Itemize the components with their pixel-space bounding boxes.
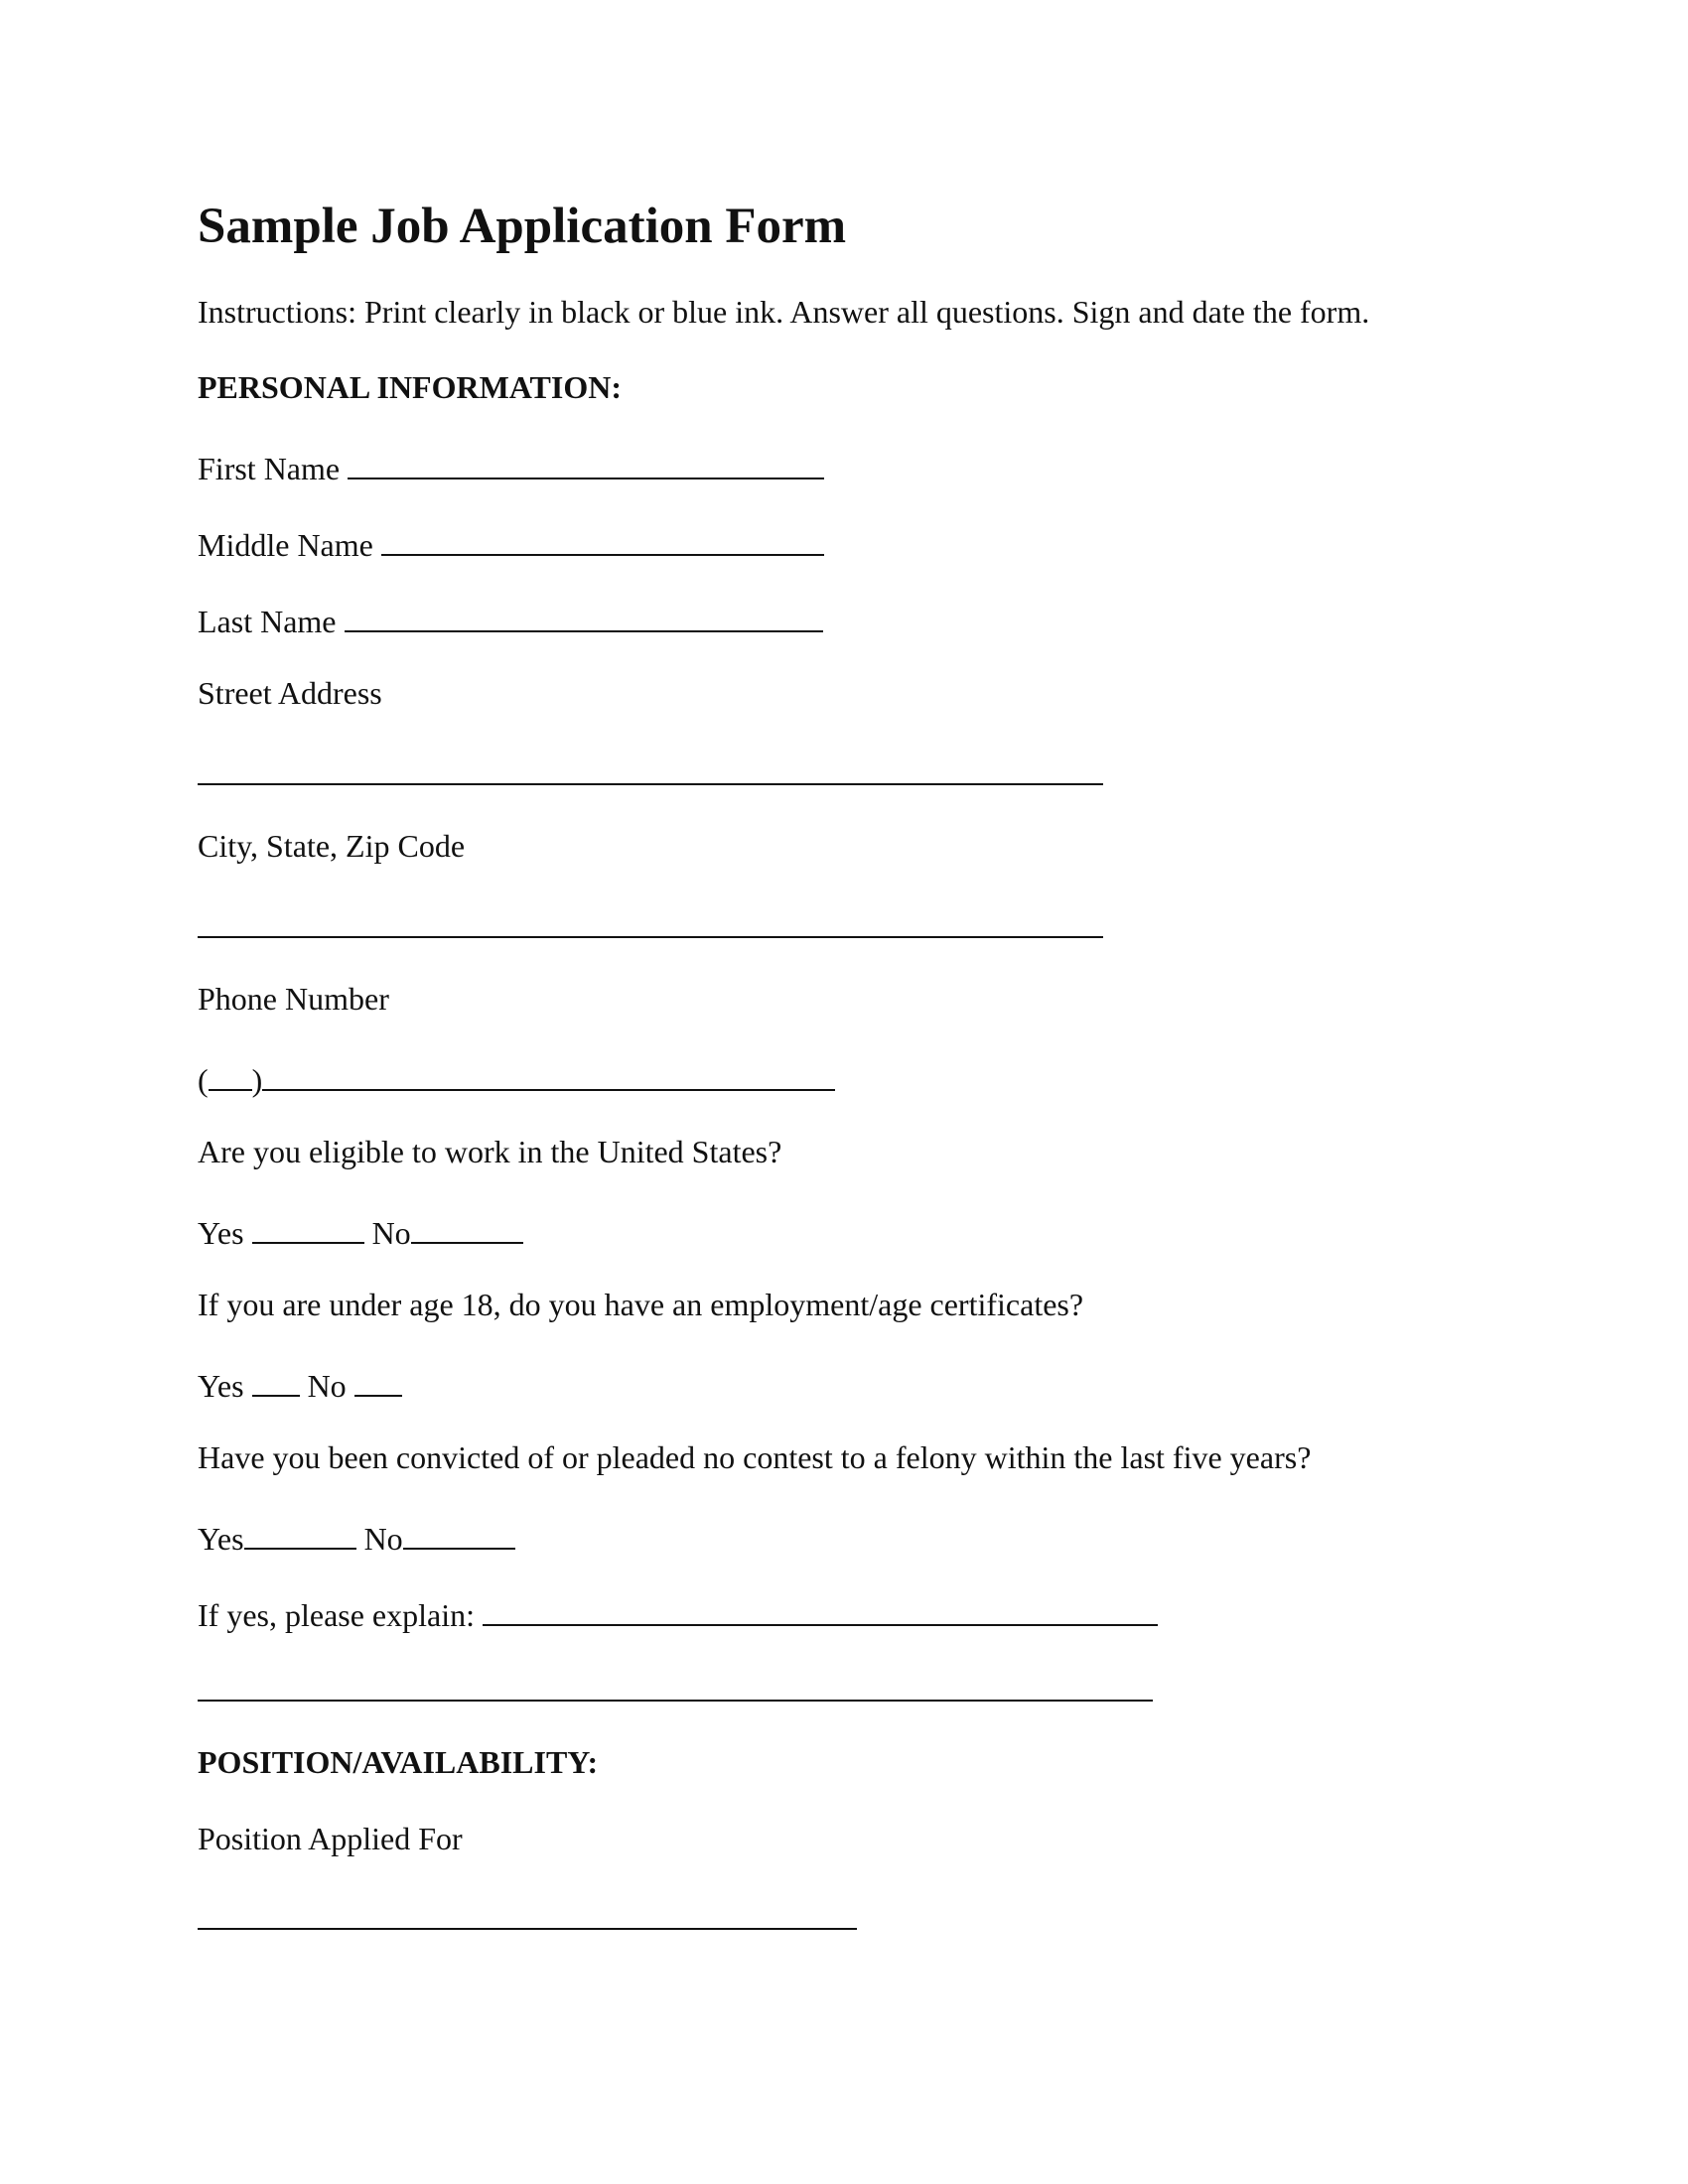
first-name-field[interactable] bbox=[348, 448, 824, 479]
under-18-yes-field[interactable] bbox=[252, 1365, 300, 1397]
position-applied-field[interactable] bbox=[198, 1928, 857, 1930]
eligible-answer-row bbox=[198, 1212, 523, 1249]
eligible-yes-field[interactable] bbox=[252, 1212, 364, 1244]
under-18-question: If you are under age 18, do you have an employment/age certificates? bbox=[198, 1287, 1084, 1322]
middle-name-field[interactable] bbox=[381, 524, 824, 556]
middle-name-label: Middle Name bbox=[198, 527, 373, 563]
city-state-zip-label: City, State, Zip Code bbox=[198, 828, 466, 864]
street-address-label: Street Address bbox=[198, 675, 382, 711]
phone-area-code-field[interactable] bbox=[209, 1059, 252, 1091]
position-applied-label: Position Applied For bbox=[198, 1821, 463, 1856]
page-title: Sample Job Application Form bbox=[198, 199, 847, 254]
under-18-no-field[interactable] bbox=[354, 1365, 402, 1397]
eligible-question: Are you eligible to work in the United States? bbox=[198, 1134, 782, 1169]
street-address-field[interactable] bbox=[198, 783, 1103, 785]
felony-yes-label: Yes bbox=[198, 1521, 244, 1557]
position-availability-heading: POSITION/AVAILABILITY: bbox=[198, 1744, 599, 1780]
personal-information-heading: PERSONAL INFORMATION: bbox=[198, 369, 622, 405]
last-name-field[interactable] bbox=[345, 601, 823, 632]
city-state-zip-field[interactable] bbox=[198, 936, 1103, 938]
eligible-yes-label: Yes bbox=[198, 1215, 244, 1251]
felony-yes-field[interactable] bbox=[244, 1518, 356, 1550]
felony-question: Have you been convicted of or pleaded no contest to a felony within the last five years? bbox=[198, 1439, 1312, 1475]
middle-name-row bbox=[198, 524, 824, 561]
phone-paren-close: ) bbox=[251, 1062, 263, 1098]
under-18-no-label: No bbox=[307, 1368, 347, 1404]
explain-field[interactable] bbox=[483, 1594, 1158, 1626]
instructions-text: Instructions: Print clearly in black or blue ink. Answer all questions. Sign and date the form. bbox=[198, 294, 1370, 330]
first-name-label: First Name bbox=[198, 451, 341, 486]
last-name-label: Last Name bbox=[198, 604, 337, 639]
felony-answer-row bbox=[198, 1518, 515, 1555]
under-18-yes-label: Yes bbox=[198, 1368, 244, 1404]
felony-no-label: No bbox=[363, 1521, 403, 1557]
phone-number-field[interactable] bbox=[262, 1059, 835, 1091]
explain-label: If yes, please explain: bbox=[198, 1597, 475, 1633]
explain-field-continued[interactable] bbox=[198, 1700, 1153, 1702]
under-18-answer-row bbox=[198, 1365, 402, 1402]
eligible-no-field[interactable] bbox=[411, 1212, 523, 1244]
last-name-row bbox=[198, 601, 823, 637]
phone-paren-open: ( bbox=[198, 1062, 209, 1098]
explain-row bbox=[198, 1594, 1158, 1631]
eligible-no-label: No bbox=[371, 1215, 411, 1251]
phone-number-row bbox=[198, 1059, 835, 1096]
phone-number-label: Phone Number bbox=[198, 981, 389, 1017]
felony-no-field[interactable] bbox=[403, 1518, 515, 1550]
first-name-row bbox=[198, 448, 824, 484]
